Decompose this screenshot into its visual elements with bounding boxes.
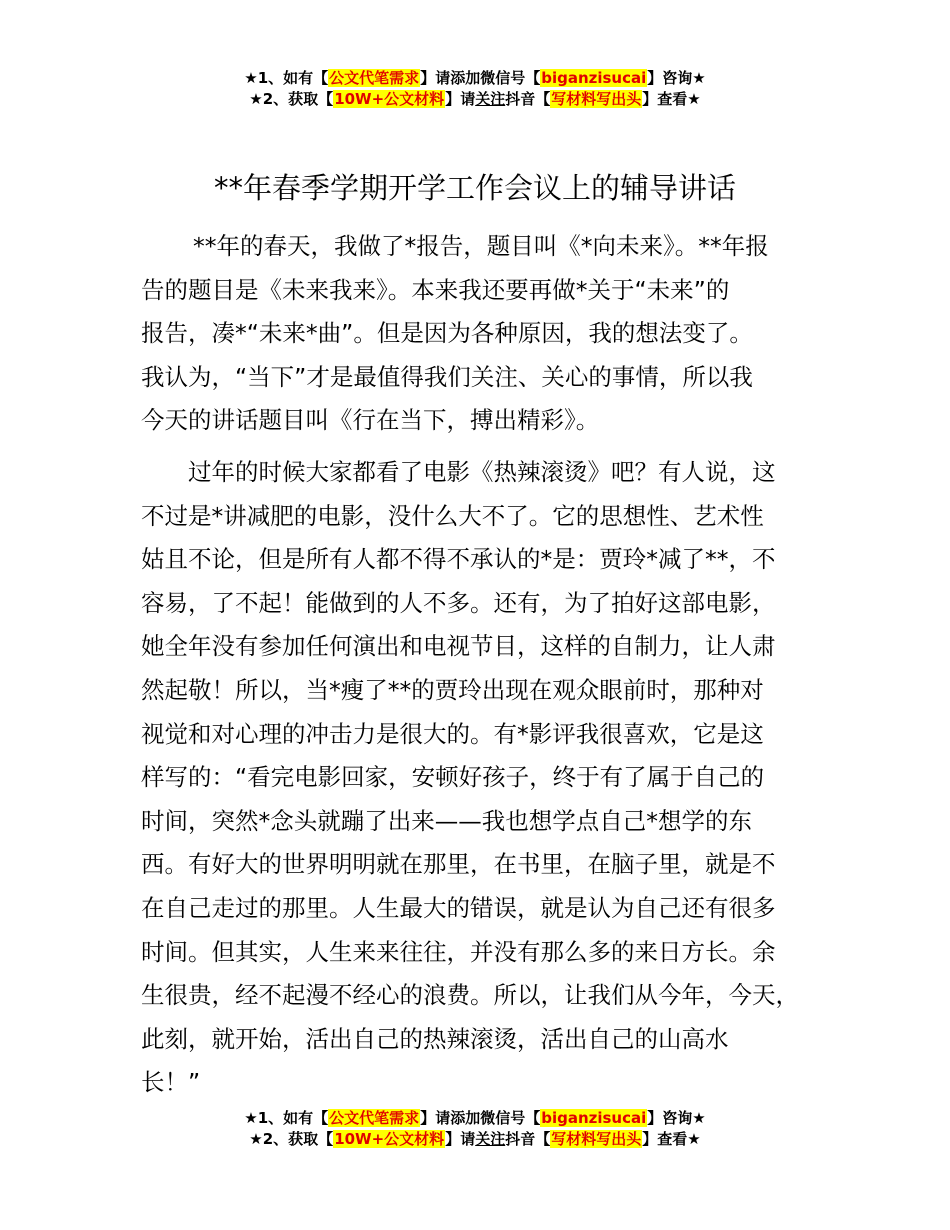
banner-highlight-ghostwriting: 公文代笔需求 xyxy=(329,1109,420,1127)
text-line: 时间。但其实，人生来来往往，并没有那么多的来日方长。余 xyxy=(141,937,776,966)
text-line: 时间，突然*念头就蹦了出来——我也想学点自己*想学的东 xyxy=(141,806,752,835)
banner-highlight-douyin: 写材料写出头 xyxy=(551,1130,642,1148)
banner-underlined-follow: 关注 xyxy=(475,90,506,108)
paragraph-1 xyxy=(141,225,841,443)
text-line: 告的题目是《未来我来》。本来我还要再做*关于“未来”的 xyxy=(141,275,730,304)
text-line: 我认为，“当下”才是最值得我们关注、关心的事情，所以我 xyxy=(141,362,753,391)
banner-highlight-materials: 10W+公文材料 xyxy=(334,1130,445,1148)
document-title: **年春季学期开学工作会议上的辅导讲话 xyxy=(213,171,736,205)
header-banner xyxy=(0,68,950,110)
text-line: 此刻，就开始，活出自己的热辣滚烫，活出自己的山高水 xyxy=(141,1024,729,1053)
text-line: 容易，了不起！能做到的人不多。还有，为了拍好这部电影， xyxy=(141,588,776,617)
text-line: 过年的时候大家都看了电影《热辣滚烫》吧？有人说，这 xyxy=(188,457,776,486)
text-line: 不过是*讲减肥的电影，没什么大不了。它的思想性、艺术性 xyxy=(141,501,764,530)
text-line: 视觉和对心理的冲击力是很大的。有*影评我很喜欢，它是这 xyxy=(141,719,764,748)
text-line: 样写的：“看完电影回家，安顿好孩子，终于有了属于自己的 xyxy=(141,763,765,792)
text-line: 然起敬！所以，当*瘦了**的贾玲出现在观众眼前时，那种对 xyxy=(141,675,764,704)
document-body xyxy=(141,225,841,1105)
text-line: 西。有好大的世界明明就在那里，在书里，在脑子里，就是不 xyxy=(141,850,776,879)
text-line: 今天的讲话题目叫《行在当下，搏出精彩》。 xyxy=(141,406,600,435)
text-line: 她全年没有参加任何演出和电视节目，这样的自制力，让人肃 xyxy=(141,632,776,661)
text-line: 生很贵，经不起漫不经心的浪费。所以，让我们从今年，今天， xyxy=(141,981,799,1010)
banner-highlight-wechat-id: biganzisucai xyxy=(541,69,647,87)
banner-highlight-wechat-id: biganzisucai xyxy=(541,1109,647,1127)
text-line: 在自己走过的那里。人生最大的错误，就是认为自己还有很多 xyxy=(141,893,776,922)
banner-highlight-materials: 10W+公文材料 xyxy=(334,90,445,108)
banner-highlight-douyin: 写材料写出头 xyxy=(551,90,642,108)
text-line: **年的春天，我做了*报告，题目叫《*向未来》。**年报 xyxy=(193,232,769,260)
text-line: 报告，凑*“未来*曲”。但是因为各种原因，我的想法变了。 xyxy=(141,319,753,348)
footer-banner xyxy=(0,1108,950,1150)
banner-line-1: ★1、如有【公文代笔需求】请添加微信号【biganzisucai】咨询★ xyxy=(244,1109,706,1127)
banner-line-2: ★2、获取【10W+公文材料】请关注抖音【写材料写出头】查看★ xyxy=(249,1130,701,1148)
banner-line-2: ★2、获取【10W+公文材料】请关注抖音【写材料写出头】查看★ xyxy=(249,90,701,108)
banner-underlined-follow: 关注 xyxy=(475,1130,506,1148)
text-line: 姑且不论，但是所有人都不得不承认的*是：贾玲*减了**，不 xyxy=(141,545,776,574)
banner-highlight-ghostwriting: 公文代笔需求 xyxy=(329,69,420,87)
text-line: 长！” xyxy=(141,1068,201,1097)
paragraph-2 xyxy=(141,451,841,1105)
banner-line-1: ★1、如有【公文代笔需求】请添加微信号【biganzisucai】咨询★ xyxy=(244,69,706,87)
